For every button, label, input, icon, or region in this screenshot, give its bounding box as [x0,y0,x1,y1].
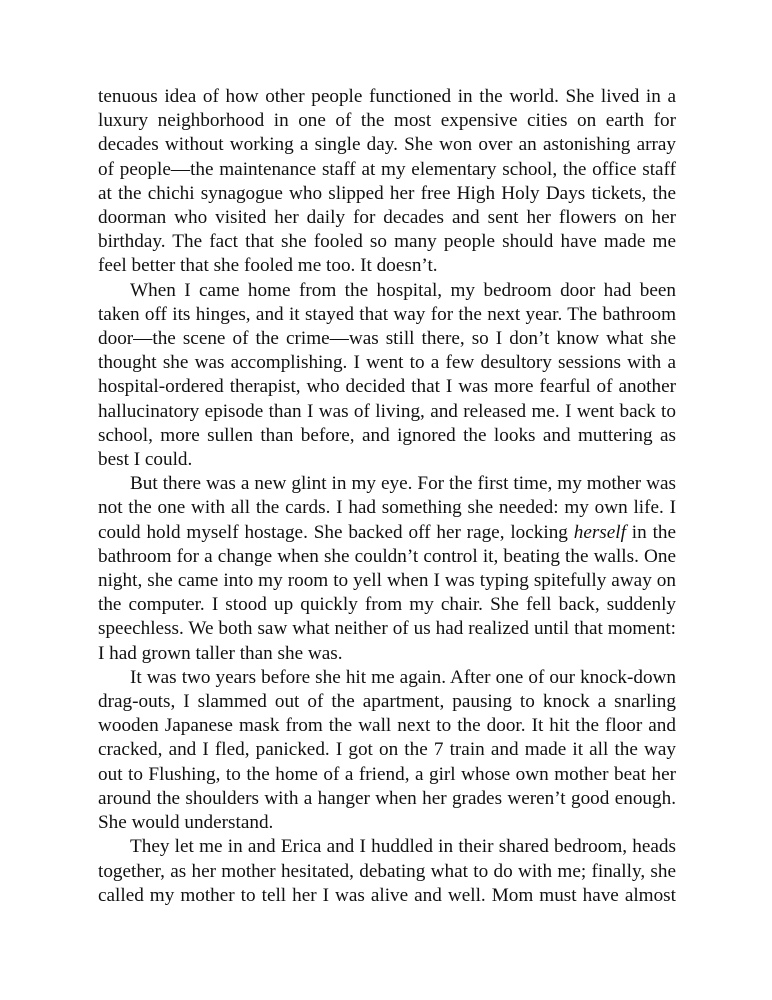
paragraph-2 [98,279,676,473]
paragraph-3-text-start: But there was a new glint in my eye. For the first time, my mother was not the one with all the cards. I had something she needed: my own life. I could hold myself hostage. She backed off her rage, locking [98,473,676,543]
paragraph-5-text: They let me in and Erica and I huddled in their shared bedroom, heads together, as her mother hesitated, debating what to do with me; finally, she called my mother to tell her I was alive and well. Mom must have almost [98,836,676,906]
paragraph-3 [98,472,676,666]
paragraph-3-emphasis: herself [573,521,626,543]
paragraph-4-text: It was two years before she hit me again. After one of our knock-down drag-outs, I slammed out of the apartment, pausing to knock a snarling wooden Japanese mask from the wall next to the door. It hit the floor and cracked, and I fled, panicked. I got on the 7 train and made it all the way out to Flushing, to the home of a friend, a girl whose own mother beat her around the shoulders with a hanger when her grades weren’t good enough. She would understand. [98,666,676,834]
paragraph-3-text-end: in the bathroom for a change when she couldn’t control it, beating the walls. One night, she came into my room to yell when I was typing spitefully away on the computer. I stood up quickly from my chair. She fell back, suddenly speechless. We both saw what neither of us had realized until that moment: I had grown taller than she was. [98,521,677,664]
paragraph-1 [98,85,676,279]
paragraph-5 [98,835,676,908]
paragraph-4 [98,666,676,835]
paragraph-1-text: tenuous idea of how other people functioned in the world. She lived in a luxury neighborhood in one of the most expensive cities on earth for decades without working a single day. She won over an astonishing array of people—the maintenance staff at my elementary school, the office staff at the chichi synagogue who slipped her free High Holy Days tickets, the doorman who visited her daily for decades and sent her flowers on her birthday. The fact that she fooled so many people should have made me feel better that she fooled me too. It doesn’t. [98,86,676,277]
page-body [98,85,676,908]
paragraph-2-text: When I came home from the hospital, my bedroom door had been taken off its hinges, and it stayed that way for the next year. The bathroom door—the scene of the crime—was still there, so I don’t know what she thought she was accomplishing. I went to a few desultory sessions with a hospital-ordered therapist, who decided that I was more fearful of another hallucinatory episode than I was of living, and released me. I went back to school, more sullen than before, and ignored the looks and muttering as best I could. [98,279,676,471]
